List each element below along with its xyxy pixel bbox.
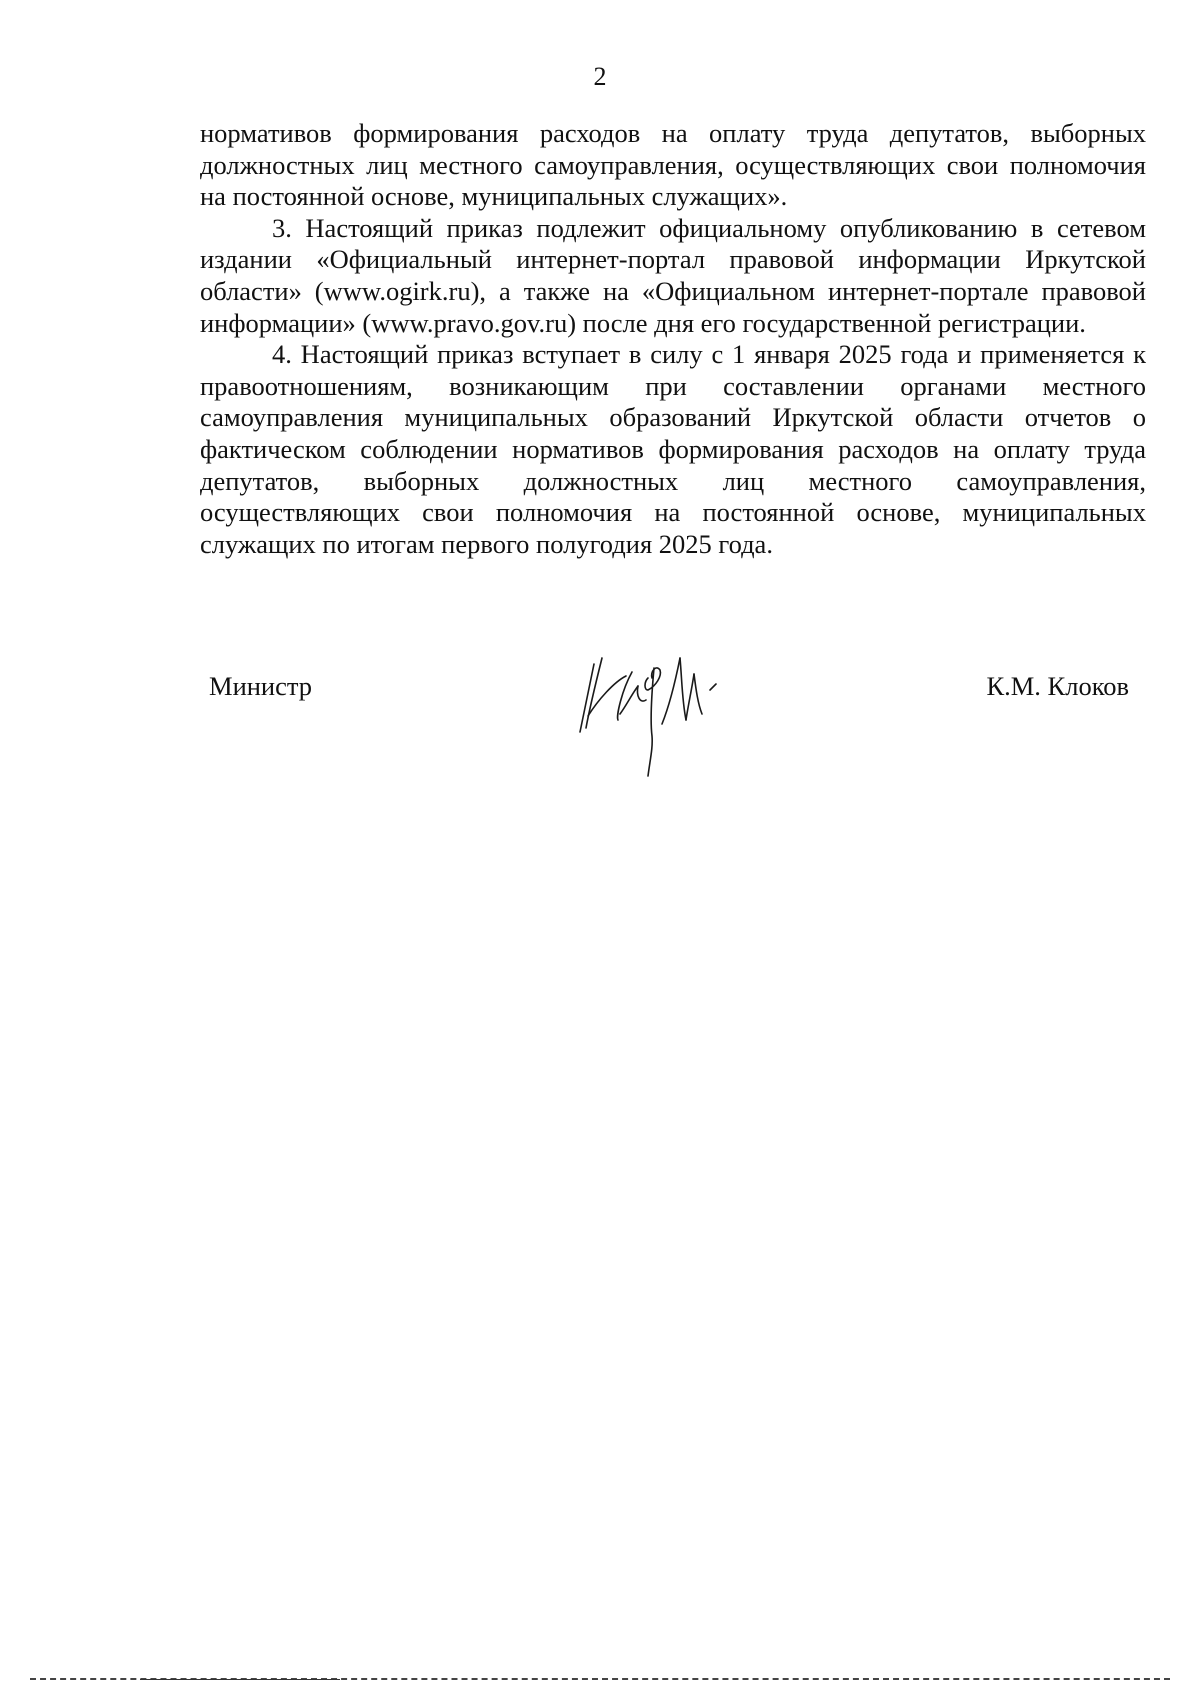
document-body [200,118,1146,560]
signature-block [0,620,1200,790]
signer-name: К.М. Клоков [986,671,1129,701]
handwritten-signature [570,620,770,790]
paragraph-item-3: 3. Настоящий приказ подлежит официальному опубликованию в сетевом издании «Официальный интернет-портал правовой информации Иркутской области» (www.ogirk.ru), а также на «Официальном интернет-портале правовой информации» (www.pravo.gov.ru) после дня его государственной регистрации. [200,212,1146,338]
page-number: 2 [593,62,607,91]
page-bottom-rule-segment [140,1679,340,1680]
paragraph-item-4: 4. Настоящий приказ вступает в силу с 1 января 2025 года и применяется к правоотношениям, возникающим при составлении органами местного самоуправления муниципальных образований Иркутской области отчетов о фактическом соблюдении нормативов формирования расходов на оплату труда депутатов, выборных должностных лиц местного самоуправления, осуществляющих свои полномочия на постоянной основе, муниципальных служащих по итогам первого полугодия 2025 года. [200,339,1146,559]
signer-title: Министр [209,671,313,701]
paragraph-continuation: нормативов формирования расходов на оплату труда депутатов, выборных должностных лиц местного самоуправления, осуществляющих свои полномочия на постоянной основе, муниципальных служащих». [200,118,1146,212]
